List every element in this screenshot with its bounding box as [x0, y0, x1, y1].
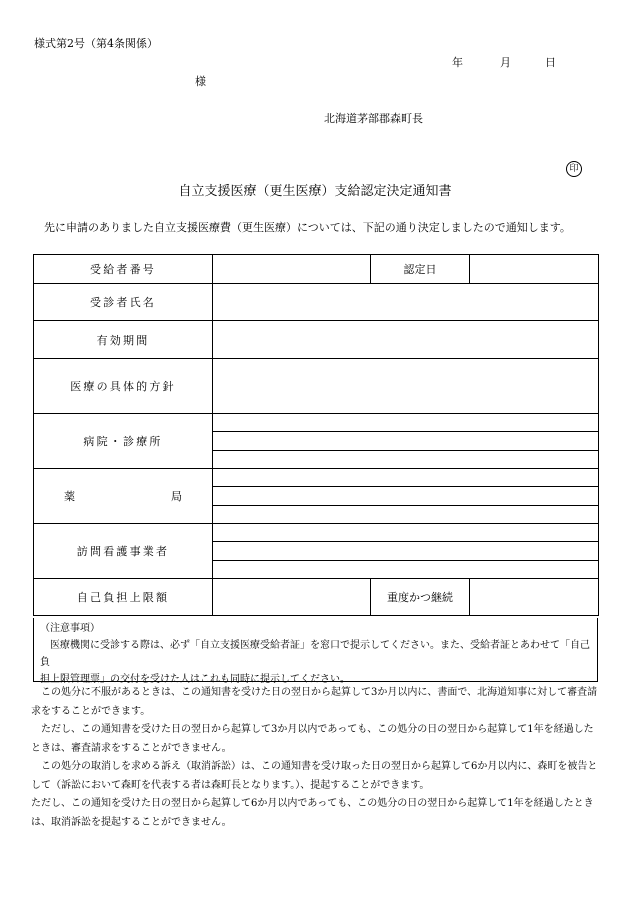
pharmacy-label-char-1: 薬 [64, 490, 75, 503]
form-number: 様式第2号（第4条関係） [34, 37, 158, 50]
appeal-line: ときは、審査請求をすることができません。 [31, 742, 232, 754]
addressee-suffix: 様 [195, 75, 206, 88]
appeal-section [31, 684, 601, 832]
appeal-line: ただし、この通知書を受けた日の翌日から起算して3か月以内であっても、この処分の日の翌日から起算して1年を経過した [41, 724, 594, 735]
label-pharmacy [34, 469, 213, 524]
date-month-label: 月 [500, 56, 511, 69]
intro-text: 先に申請のありました自立支援医療費（更生医療）については、下記の通り決定しましたので通知します。 [44, 221, 571, 234]
issuer-name: 北海道茅部郡森町長 [324, 112, 423, 125]
label-recipient-number: 受給者番号 [34, 255, 213, 284]
pharmacy-line [213, 505, 599, 523]
label-treatment-plan: 医療の具体的方針 [34, 359, 213, 414]
treatment-plan-field [213, 359, 599, 414]
appeal-line: ただし、この通知を受けた日の翌日から起算して6か月以内であっても、この処分の日の翌日から起算して1年を経過したとき [31, 798, 594, 809]
appeal-line: 求をすることができます。 [31, 705, 151, 717]
document-title: 自立支援医療（更生医療）支給認定決定通知書 [178, 184, 452, 199]
label-valid-period: 有効期間 [34, 321, 213, 359]
label-copay-limit: 自己負担上限額 [34, 579, 213, 616]
visiting-nursing-line [213, 524, 599, 542]
notes-heading: （注意事項） [40, 623, 100, 634]
pharmacy-label-char-2: 局 [171, 490, 182, 503]
recipient-number-field [213, 255, 371, 284]
visiting-nursing-line [213, 542, 599, 560]
hospital-clinic-line [213, 414, 599, 432]
notes-line-2: 担上限管理票」の交付を受けた人はこれも同時に提示してください。 [40, 674, 350, 685]
patient-name-field [213, 284, 599, 321]
notes-line-1: 医療機関に受診する際は、必ず「自立支援医療受給者証」を窓口で提示してください。また、受給者証とあわせて「自己負 [40, 640, 590, 668]
pharmacy-line [213, 469, 599, 487]
severe-continuous-field [470, 579, 599, 616]
label-patient-name: 受診者氏名 [34, 284, 213, 321]
appeal-line: して（訴訟において森町を代表する者は森町長となります。）、提起することができます。 [31, 779, 430, 791]
label-visiting-nursing: 訪問看護事業者 [34, 524, 213, 579]
certification-table [33, 254, 599, 616]
pharmacy-line [213, 487, 599, 505]
date-year-label: 年 [452, 56, 463, 69]
notes-box [33, 618, 598, 685]
hospital-clinic-line [213, 432, 599, 450]
approval-date-field [470, 255, 599, 284]
seal-mark: 印 [566, 161, 582, 177]
appeal-line: この処分の取消しを求める訴え（取消訴訟）は、この通知書を受け取った日の翌日から起算して6か月以内に、森町を被告と [41, 761, 598, 772]
label-severe-continuous: 重度かつ継続 [371, 579, 470, 616]
label-approval-date: 認定日 [371, 255, 470, 284]
hospital-clinic-line [213, 450, 599, 468]
date-day-label: 日 [545, 56, 556, 69]
appeal-line: は、取消訴訟を提起することができません。 [31, 816, 232, 828]
appeal-line: この処分に不服があるときは、この通知書を受けた日の翌日から起算して3か月以内に、書面で、北海道知事に対して審査請 [41, 687, 598, 698]
visiting-nursing-line [213, 560, 599, 578]
valid-period-field [213, 321, 599, 359]
copay-limit-field [213, 579, 371, 616]
label-hospital-clinic: 病院・診療所 [34, 414, 213, 469]
